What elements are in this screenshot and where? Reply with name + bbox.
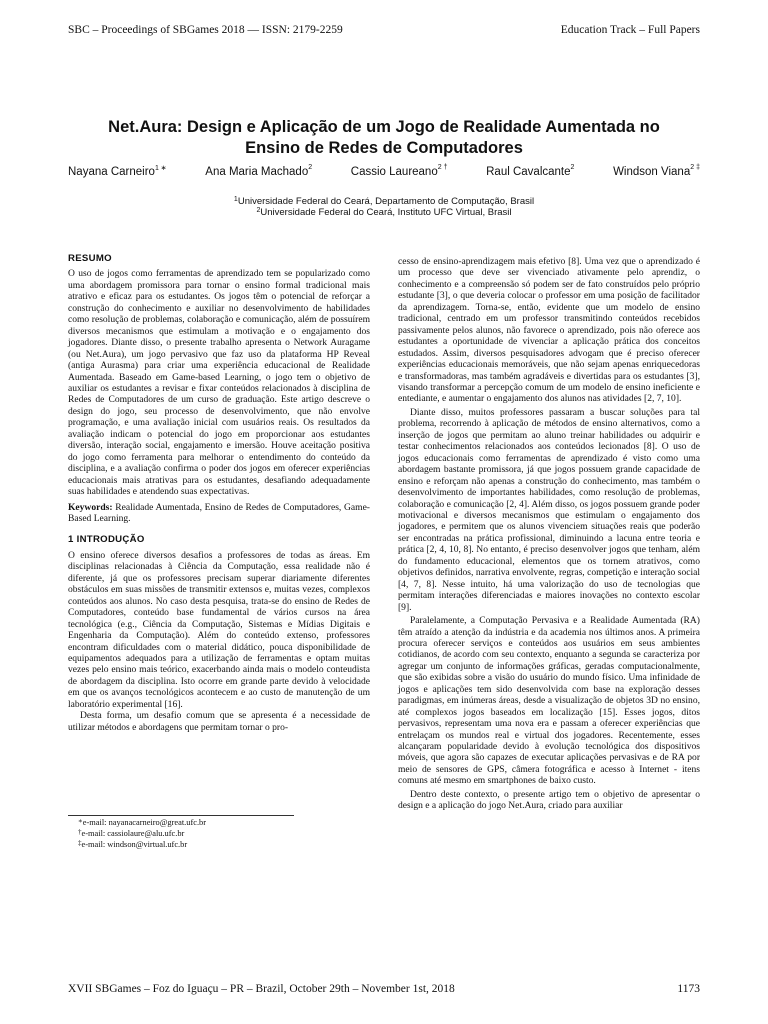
- keywords: Keywords: Realidade Aumentada, Ensino de Redes de Computadores, Game-Based Learning.: [68, 501, 370, 524]
- body-paragraph: Diante disso, muitos professores passaram a buscar soluções para tal problema, recorrendo à aplicação de métodos de ensino alternativos, como a inserção de jogos que permitam ao aluno treinar habilidades ou adquirir e testar conhecimentos relacionados aos conteúdos lecionados [8]. O uso de jogos educacionais como ferramentas de aprendizado é visto como uma abordagem bastante promissora, já que jogos possuem grande capacidade de ensino e reforçam não apenas a construção do conhecimento, mas também o desenvolvimento de importantes habilidades, como resolução de problemas, colaboração e comunicação [2, 4]. Além disso, os jogos possuem grande poder motivacional e diversos mecanismos que estimulam o engajamento dos jogadores, e permitem que os alunos vivenciem situações reais que poderão ser encontradas na prática profissional, diminuindo a lacuna entre teoria e prática [2, 4, 10, 8]. No entanto, é preciso desenvolver jogos que tenham, além do fundamento educacional, elementos que os tornem atrativos, como objetivos definidos, narrativa envolvente, regras, competição e interação social [4, 7, 8]. Nesse intuito, há uma valorização do uso de tecnologias que permitam interações diferenciadas e maiores inovações no contexto escolar [9].: [398, 406, 700, 613]
- header-track: Education Track – Full Papers: [560, 24, 700, 36]
- footnote: ‡e-mail: windson@virtual.ufc.br: [78, 838, 188, 849]
- footnote: ∗e-mail: nayanacarneiro@great.ufc.br: [78, 817, 207, 827]
- author: Ana Maria Machado$^2$: [205, 164, 313, 178]
- abstract-text: O uso de jogos como ferramentas de aprendizado tem se popularizado como uma abordagem promissora para tornar o ensino formal tradicional mais atrativo e eficaz para os estudantes. Os jogos têm o potencial de reforçar a construção do conhecimento e auxiliar no desenvolvimento de habilidades como resolução de problemas, colaboração e comunicação, além de possuírem diversos mecanismos que estimulam a motivação e o engajamento dos jogadores. Diante disso, o presente trabalho apresenta o Network Auragame (ou Net.Aura), um jogo pervasivo que faz uso da plataforma HP Reveal (antiga Aurasma) para criar uma experiência educacional de Realidade Aumentada. Baseado em Game-based Learning, o jogo tem o objetivo de auxiliar os estudantes a revisar e fixar conteúdos relacionados à disciplina de Redes de Computadores de um curso de graduação. Este artigo descreve o design do jogo, seu processo de desenvolvimento, que não envolve programação, e uma avaliação inicial com usuários reais. Os resultados da avaliação indicam o potencial do jogo em proporcionar aos estudantes diversão, interação social, engajamento e imersão. Houve aceitação positiva do jogo como ferramenta para melhorar o entendimento do conteúdo da disciplina, e a avaliação confirma o poder dos jogos em oferecer experiências educacionais mais atrativas para os estudantes, desafiando adequadamente suas habilidades e atendendo suas expectativas.: [68, 268, 370, 498]
- intro-paragraph: O ensino oferece diversos desafios a professores de todas as áreas. Em disciplinas relacionadas à Ciência da Computação, essa realidade não é diferente, já que os professores precisam superar diariamente diferentes obstáculos em suas missões de transmitir extensos e, muitas vezes, complexos conteúdos aos alunos. No caso desta pesquisa, trata-se do ensino de Redes de Computadores, conteúdo base fundamental de vários cursos na área tecnológica (e.g., Ciência da Computação, Sistemas e Mídias Digitais e Engenharia da Computação). Além do conteúdo extenso, professores encontram dificuldades com o material didático, pouca disponibilidade de equipamentos adequados para a utilização de ferramentas e optam muitas vezes pelo ensino mais teórico, exacerbando ainda mais o modelo conteudista de abordagem da disciplina. Isto ocorre em grande parte devido à velocidade em que os avanços tecnológicos acontecem e ao custo de manutenção de um laboratório experimental [16].: [68, 549, 370, 710]
- intro-heading: 1 INTRODUÇÃO: [68, 534, 145, 546]
- body-paragraph: cesso de ensino-aprendizagem mais efetivo [8]. Uma vez que o aprendizado é um processo que deve ser vivenciado ativamente pelo aprendiz, o conhecimento e a compreensão só podem ser de fato construídos pelo próprio estudante [3], o que deveria colocar o professor em uma posição de facilitador da aprendizagem. Torna-se, então, evidente que um modelo de ensino tradicional, centrado em um professor transmitindo conteúdos recebidos passivamente pelos alunos, não favorece o aprendizado, pois não oferece aos estudantes a oportunidade de vivenciar a aplicação prática dos conceitos estudados. Assim, diversos pesquisadores advogam que é preciso oferecer experiências educacionais memoráveis, que não sejam apenas enriquecedoras e transformadoras, mas também agradáveis e divertidas para os estudantes [3], visando transformar a percepção comum de um modelo de ensino ineficiente e entediante, e aumentar o engajamento dos alunos nas atividades [2, 7, 10].: [398, 256, 700, 405]
- affiliation: $^1$Universidade Federal do Ceará, Departamento de Computação, Brasil: [233, 196, 535, 207]
- footer-conference: XVII SBGames – Foz do Iguaçu – PR – Brazil, October 29th – November 1st, 2018: [68, 983, 455, 995]
- author: Cassio Laureano$^{2 \dagger}$: [350, 164, 448, 178]
- title-line-2: Ensino de Redes de Computadores: [245, 139, 523, 157]
- author: Nayana Carneiro$^{1 ∗}$: [68, 165, 167, 178]
- footnote-rule: [68, 815, 294, 816]
- paper-title: [40, 117, 728, 159]
- affiliation: $^2$Universidade Federal do Ceará, Instituto UFC Virtual, Brasil: [256, 207, 512, 218]
- body-paragraph: Dentro deste contexto, o presente artigo tem o objetivo de apresentar o design e a aplicação do jogo Net.Aura, criado para auxiliar: [398, 788, 700, 812]
- abstract-heading: RESUMO: [68, 253, 112, 264]
- author: Raul Cavalcante$^2$: [486, 164, 575, 178]
- author-list: [68, 166, 700, 178]
- author: Windson Viana$^{2 \ddagger}$: [613, 164, 700, 178]
- intro-paragraph: Desta forma, um desafio comum que se apresenta é a necessidade de utilizar métodos e abordagens que permitam tornar o pro-: [68, 710, 370, 733]
- page-number: 1173: [677, 983, 700, 995]
- affiliations: [0, 196, 768, 218]
- body-paragraph: Paralelamente, a Computação Pervasiva e a Realidade Aumentada (RA) têm atraído a atenção da indústria e da academia nos últimos anos. A primeira procura oferecer serviços e conteúdos aos usuários em seus ambientes cotidianos, de acordo com seu contexto, enquanto a segunda se caracteriza por agregar um conjunto de informações gráficas, geradas computacionalmente, que são exibidas sobre a visão do usuário do mundo físico. Uma infinidade de jogos e aplicações tem sido desenvolvida com base na exploração desses paradigmas, em inúmeras áreas, desde a visualização de objetos 3D no ensino, até complexos jogos baseados em localização [15]. Esses jogos, ditos pervasivos, representam uma nova era e passam a oferecer experiências que entrelaçam os mundos real e virtual dos jogadores. Recentemente, esses alcançaram popularidade devido à evolução tecnológica dos dispositivos móveis, que agora são capazes de executar aplicações pervasivas e de RA por meio de sensores de GPS, câmera fotográfica e acesso à Internet - itens comuns até mesmo em smartphones de baixo custo.: [398, 615, 700, 787]
- right-column: [398, 256, 700, 812]
- title-line-1: Net.Aura: Design e Aplicação de um Jogo de Realidade Aumentada no: [108, 118, 660, 136]
- footnote: †e-mail: cassiolaure@alu.ufc.br: [78, 827, 185, 838]
- running-header: [68, 24, 700, 36]
- left-column: [68, 253, 370, 733]
- footnotes: [78, 818, 206, 850]
- header-proceedings: SBC – Proceedings of SBGames 2018 — ISSN: 2179-2259: [68, 24, 343, 36]
- page-footer: [68, 983, 700, 995]
